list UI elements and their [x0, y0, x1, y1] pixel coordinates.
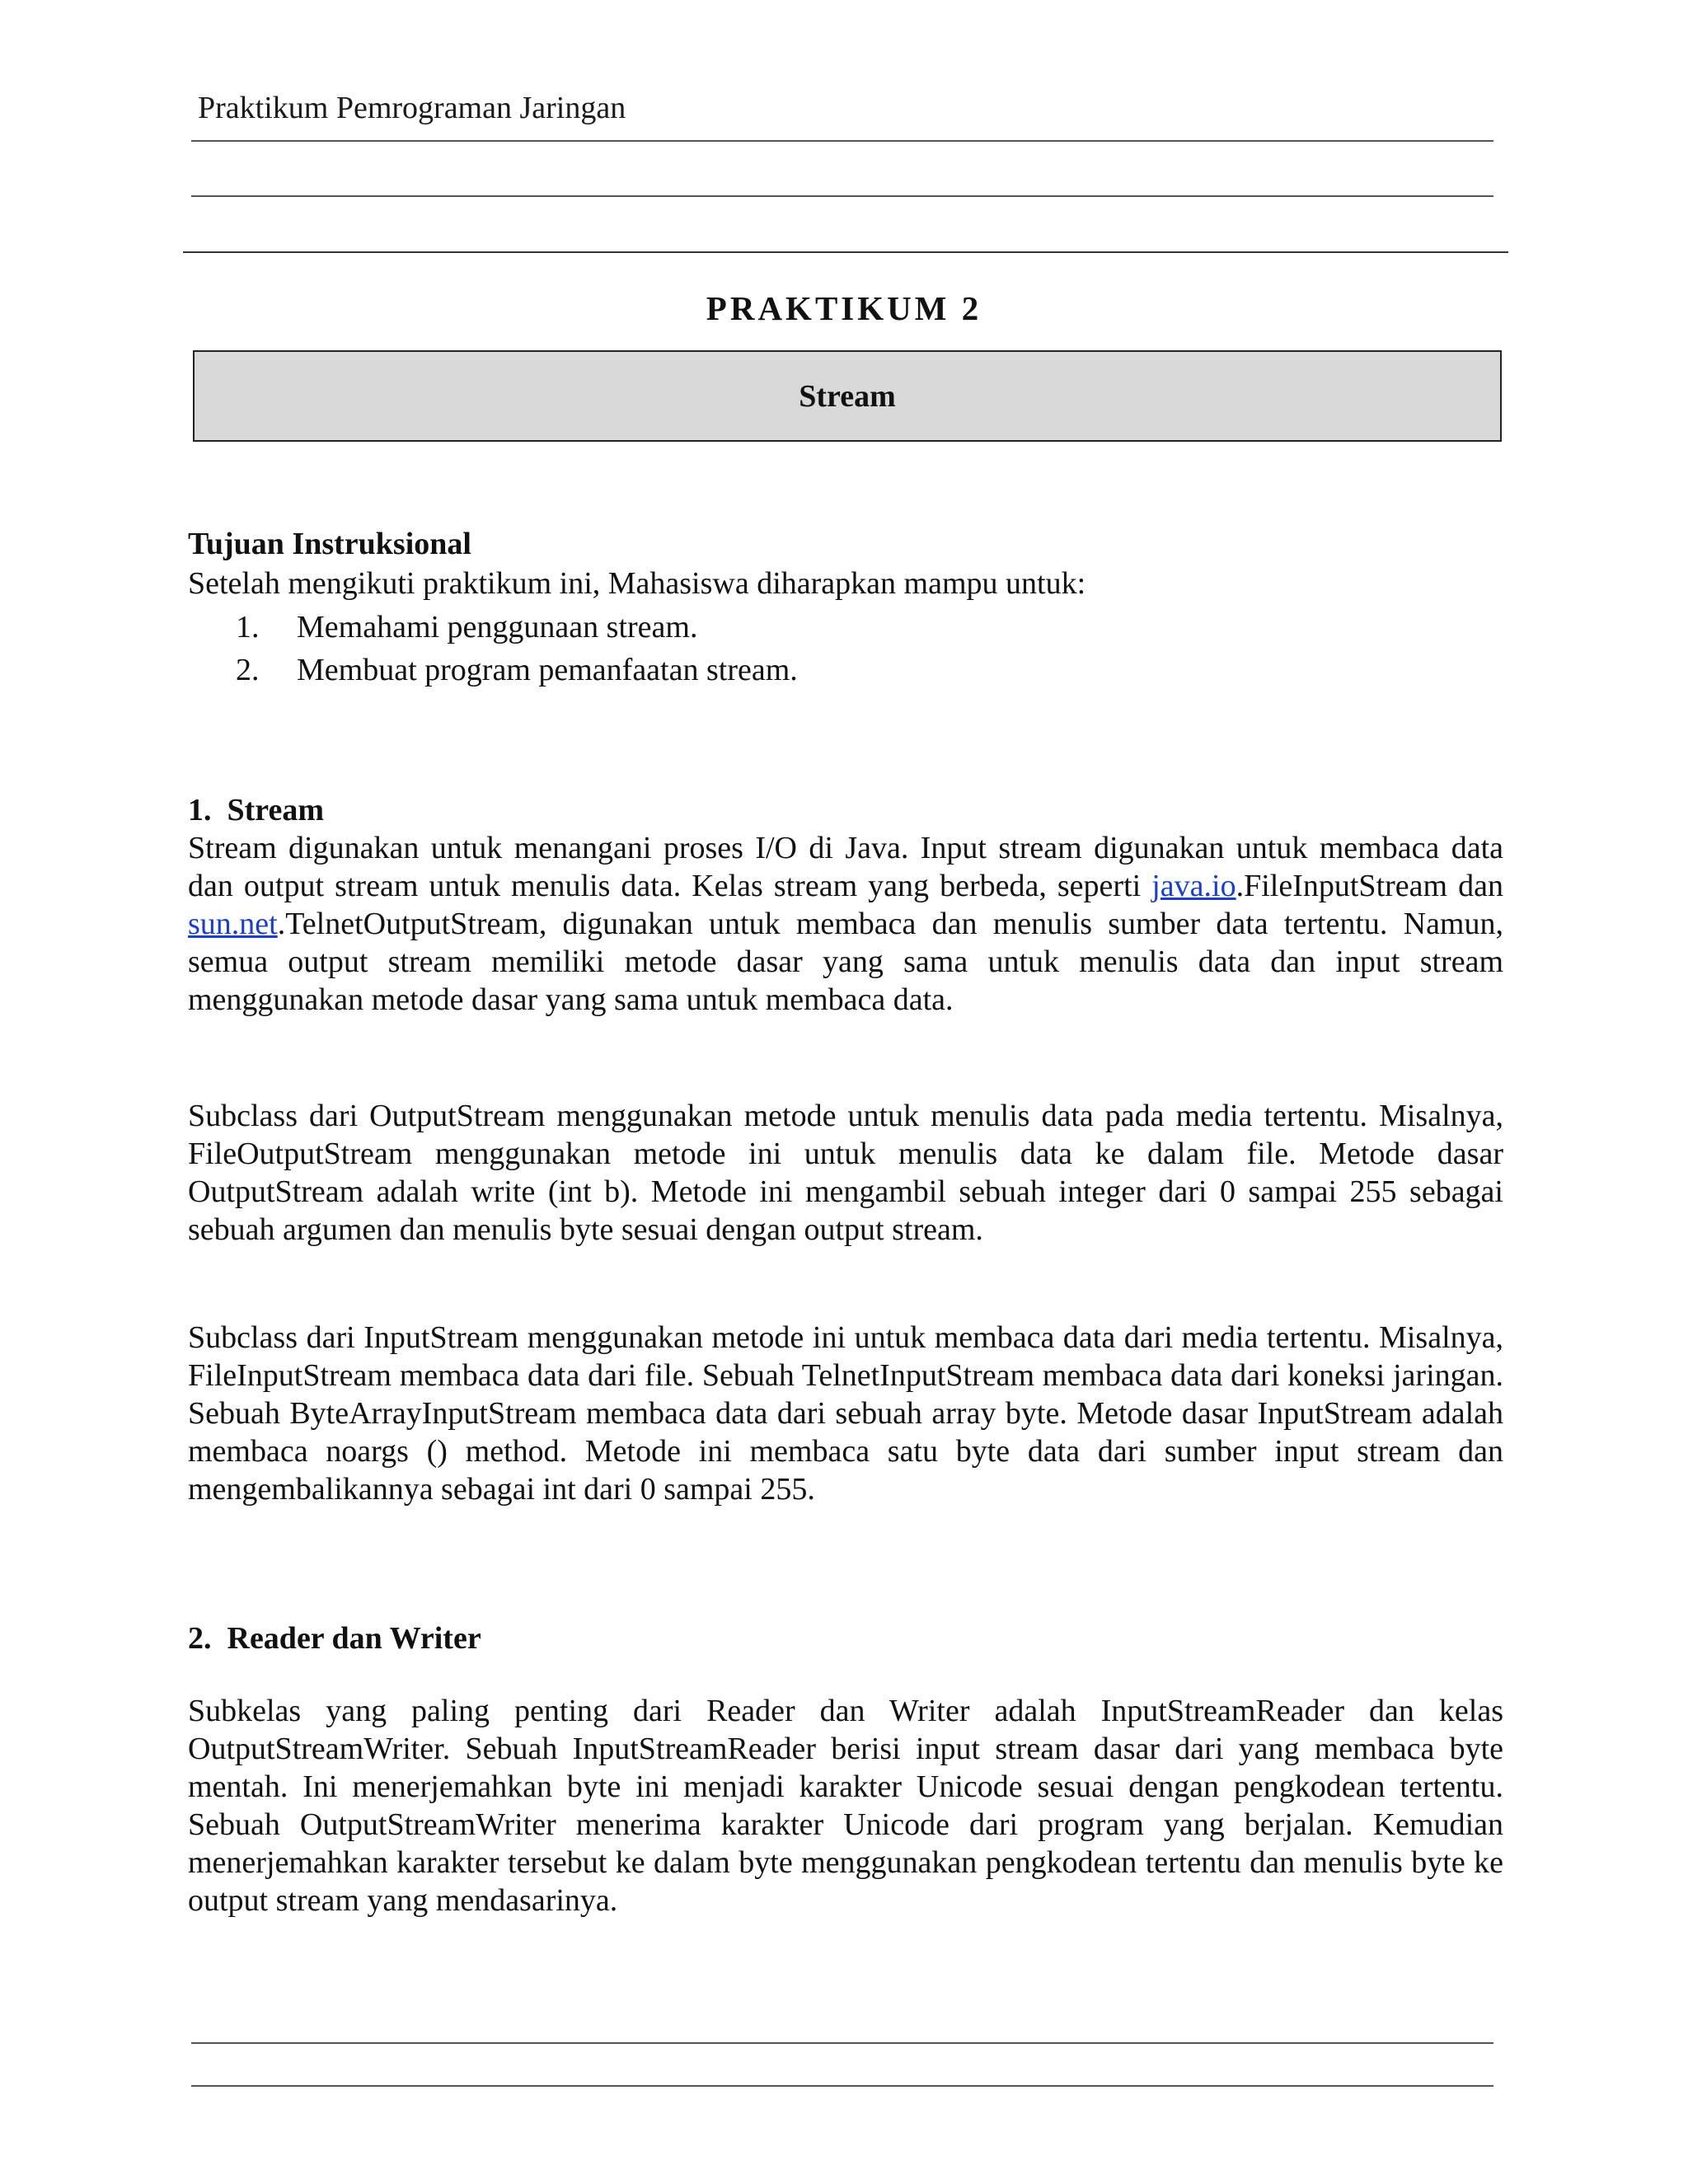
chapter-title: PRAKTIKUM 2	[706, 289, 982, 327]
link-java-io[interactable]: java.io	[1151, 869, 1236, 903]
section2-paragraph-1: Subkelas yang paling penting dari Reader dan Writer adalah InputStreamReader dan kelas OutputStreamWriter. Sebuah InputStreamReader berisi input stream dasar dari yang membaca byte mentah. Ini menerjemahkan byte ini menjadi karakter Unicode sesuai dengan pengkodean tertentu. Sebuah OutputStreamWriter menerima karakter Unicode dari program yang berjalan. Kemudian menerjemahkan karakter tersebut ke dalam byte menggunakan pengkodean tertentu dan menulis byte ke output stream yang mendasarinya.	[188, 1694, 1503, 1918]
section1-p1-part2: .FileInputStream dan	[1236, 869, 1503, 903]
section1-paragraph-3: Subclass dari InputStream menggunakan metode ini untuk membaca data dari media tertentu. Misalnya, FileInputStream membaca data dari file. Sebuah TelnetInputStream membaca data dari koneksi jaringan. Sebuah ByteArrayInputStream membaca data dari sebuah array byte. Metode dasar InputStream adalah membaca noargs () method. Metode ini membaca satu byte data dari sumber input stream dan mengembalikannya sebagai int dari 0 sampai 255.	[188, 1320, 1503, 1507]
chapter-subtitle-box	[193, 350, 1502, 442]
objectives-intro: Setelah mengikuti praktikum ini, Mahasiswa diharapkan mampu untuk:	[188, 566, 1086, 601]
list-item	[188, 649, 1503, 691]
footer-rule-1	[191, 2042, 1493, 2044]
link-sun-net[interactable]: sun.net	[188, 907, 278, 941]
chapter-subtitle: Stream	[799, 378, 896, 414]
section1-p1-part1: Stream digunakan untuk menangani proses I/O di Java. Input stream digunakan untuk membaca data dan output stream untuk menulis data. Kelas stream yang berbeda, seperti	[188, 831, 1503, 903]
list-item-number: 2.	[236, 653, 260, 687]
running-header: Praktikum Pemrograman Jaringan	[198, 91, 626, 125]
footer-rule-2	[191, 2085, 1493, 2087]
section1-heading: 1. Stream	[188, 793, 324, 827]
section1-p1-part3: .TelnetOutputStream, digunakan untuk membaca dan menulis sumber data tertentu. Namun, semua output stream memiliki metode dasar yang sama untuk menulis data dan input stream menggunakan metode dasar yang sama untuk membaca data.	[188, 907, 1503, 1017]
header-rule-1	[191, 140, 1493, 142]
objectives-heading: Tujuan Instruksional	[188, 527, 471, 561]
header-rule-3	[183, 251, 1508, 253]
list-item-text: Memahami penggunaan stream.	[297, 610, 698, 644]
section1-paragraph-2: Subclass dari OutputStream menggunakan metode untuk menulis data pada media tertentu. Misalnya, FileOutputStream menggunakan metode ini untuk menulis data ke dalam file. Metode dasar OutputStream adalah write (int b). Metode ini mengambil sebuah integer dari 0 sampai 255 sebagai sebuah argumen dan menulis byte sesuai dengan output stream.	[188, 1099, 1503, 1247]
list-item-text: Membuat program pemanfaatan stream.	[297, 653, 798, 687]
objectives-section	[188, 525, 1503, 691]
list-item-number: 1.	[236, 610, 260, 644]
section-stream	[188, 791, 1503, 1019]
header-rule-2	[191, 195, 1493, 197]
section-reader-writer	[188, 1619, 1503, 1657]
list-item	[188, 606, 1503, 649]
objectives-list	[188, 606, 1503, 691]
section2-heading: 2. Reader dan Writer	[188, 1621, 481, 1656]
section1-paragraph-1	[188, 829, 1503, 1019]
